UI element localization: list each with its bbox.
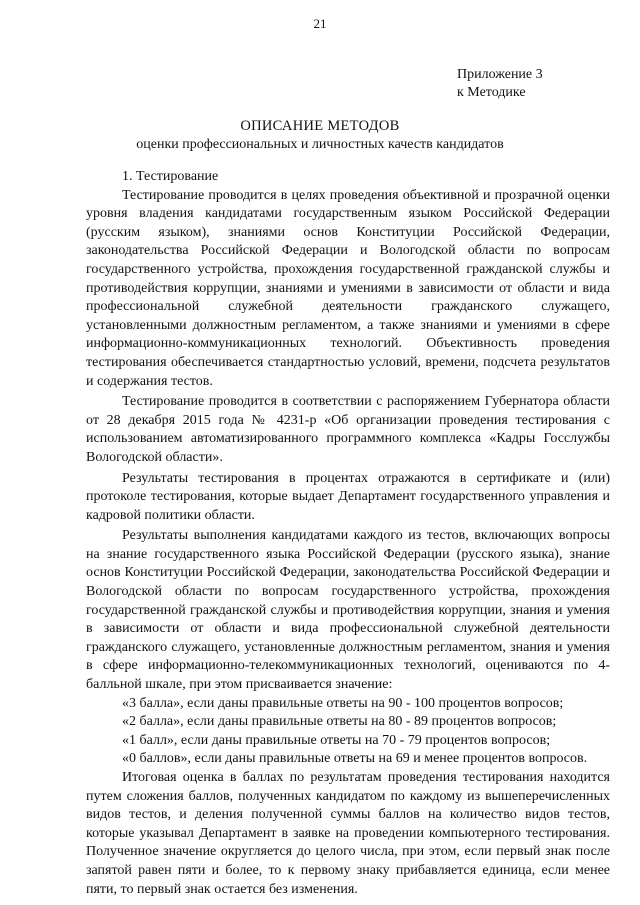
score-item-3: «3 балла», если даны правильные ответы на 90 - 100 процентов вопросов; [122,695,564,711]
paragraph-5: Итоговая оценка в баллах по результатам проведения тестирования находится путем сложения баллов, полученных кандидатом по каждому из вышеперечисленных видов тестов, и деления полученной суммы баллов на количество видов тестов, которые указывал Департамент в заявке на проведении компьютерного тестирования. Полученное значение округляется до целого числа, при этом, если первый знак после запятой равен пяти и более, то к первому знаку прибавляется единица, если менее пяти, то первый знак остается без изменения. [86,770,610,897]
document-title: ОПИСАНИЕ МЕТОДОВ [240,118,400,134]
paragraph-2: Тестирование проводится в соответствии с распоряжением Губернатора области от 28 декабря 2015 года № 4231-р «Об организации проведения тестирования с использованием автоматизированного программного комплекса «Кадры Госслужбы Вологодской области». [86,394,610,465]
appendix-label [457,66,543,102]
score-item-0: «0 баллов», если даны правильные ответы на 69 и менее процентов вопросов. [122,751,588,767]
paragraph-3: Результаты тестирования в процентах отражаются в сертификате и (или) протоколе тестирования, которые выдает Департамент государственного управления и кадровой политики области. [86,470,610,523]
document-body [86,168,610,899]
page-number: 21 [313,16,327,31]
appendix-line-2: к Методике [457,85,526,100]
paragraph-4: Результаты выполнения кандидатами каждого из тестов, включающих вопросы на знание государственного языка Российской Федерации (русского языка), знание основ Конституции Российской Федерации, законодательства Российской Федерации и Вологодской области по вопросам государственного устройства, прохождения государственной гражданской службы и противодействия коррупции, знания и умения в зависимости от области и вида профессиональной служебной деятельности гражданского служащего, установленные должностным регламентом, знания и умения в сфере информационно-телекоммуникационных технологий, оцениваются по 4-балльной шкале, при этом присваивается значение: [86,528,610,693]
document-subtitle: оценки профессиональных и личностных качеств кандидатов [136,137,504,152]
appendix-line-1: Приложение 3 [457,67,543,82]
score-item-1: «1 балл», если даны правильные ответы на 70 - 79 процентов вопросов; [122,732,551,748]
score-item-2: «2 балла», если даны правильные ответы на 80 - 89 процентов вопросов; [122,714,557,730]
paragraph-1: Тестирование проводится в целях проведения объективной и прозрачной оценки уровня владения кандидатами государственным языком Российской Федерации (русским языком), знаниями основ Конституции Российской Федерации, законодательства Российской Федерации и Вологодской области по вопросам государственного устройства, прохождения государственной гражданской службы и противодействия коррупции, знаниями и умениями в зависимости от области и вида профессиональной служебной деятельности гражданского служащего, установленными должностным регламентом, а также знаниями и умениями в сфере информационно-коммуникационных технологий. Объективность проведения тестирования обеспечивается стандартностью условий, времени, подсчета результатов и содержания тестов. [86,187,610,389]
section-heading-testing: 1. Тестирование [122,169,219,184]
